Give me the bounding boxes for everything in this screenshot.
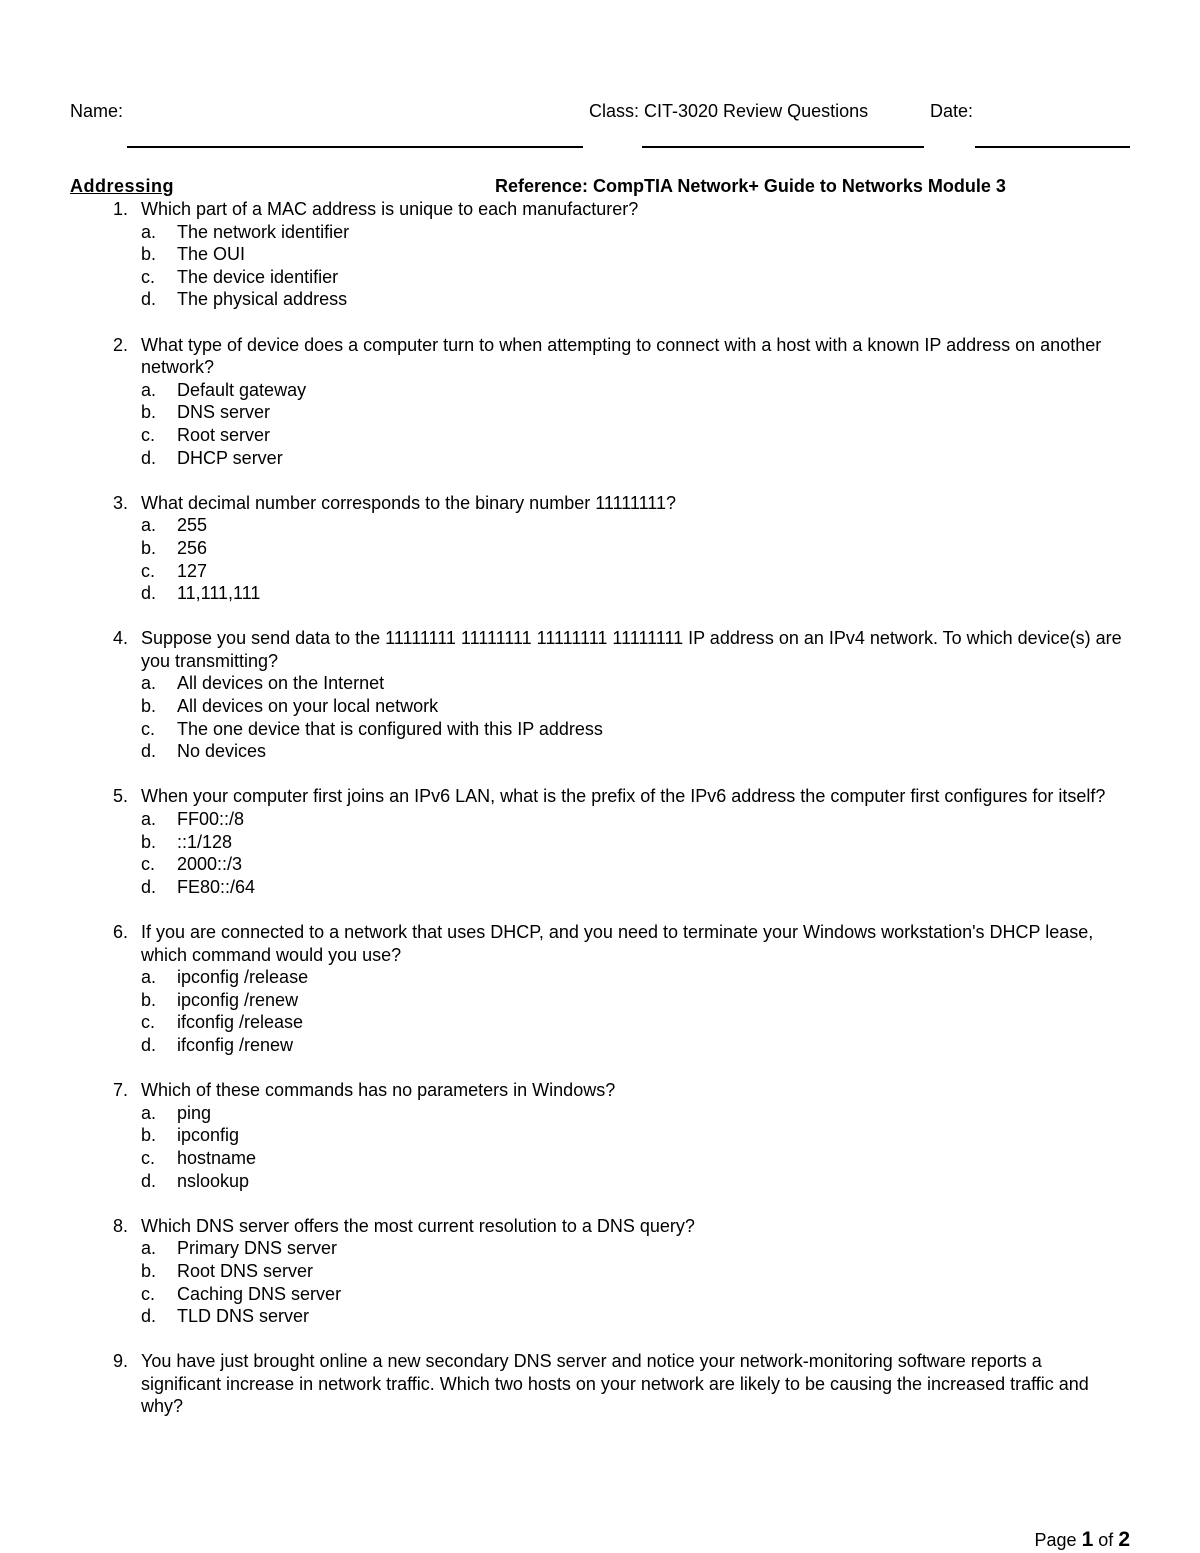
option-letter: c.	[141, 266, 156, 287]
date-label: Date:	[930, 101, 974, 121]
option	[0, 560, 1200, 583]
question-number: 8.	[112, 1215, 128, 1236]
option-letter: c.	[141, 560, 156, 581]
question-text: Which DNS server offers the most current resolution to a DNS query?	[141, 1215, 695, 1236]
option-text: TLD DNS server	[177, 1306, 310, 1327]
date-line	[975, 146, 1130, 148]
option	[0, 1237, 1200, 1260]
option-text: ipconfig /renew	[177, 989, 299, 1010]
option-text: ping	[177, 1102, 212, 1123]
option-letter: b.	[141, 831, 157, 852]
option	[0, 1147, 1200, 1170]
question-number: 4.	[112, 628, 128, 649]
option-text: The network identifier	[177, 221, 350, 242]
option	[0, 1124, 1200, 1147]
option-letter: a.	[141, 673, 157, 694]
option	[0, 447, 1200, 470]
question-number: 3.	[112, 492, 128, 513]
option-text: No devices	[177, 741, 267, 762]
option-text: 256	[177, 537, 208, 558]
option-letter: a.	[141, 221, 157, 242]
reference-text: Reference: CompTIA Network+ Guide to Networks Module 3	[495, 176, 1006, 196]
option-text: 2000::/3	[177, 854, 243, 875]
question-4	[0, 627, 1200, 763]
option-letter: d.	[141, 583, 157, 604]
option-letter: c.	[141, 718, 156, 739]
option	[0, 1260, 1200, 1283]
option-text: 127	[177, 560, 208, 581]
question-text: What decimal number corresponds to the binary number 11111111?	[141, 492, 676, 513]
option	[0, 401, 1200, 424]
option-letter: a.	[141, 809, 157, 830]
option-text: ipconfig /release	[177, 967, 309, 988]
option-text: ::1/128	[177, 831, 233, 852]
question-1	[0, 198, 1200, 311]
question-text: Which of these commands has no parameters in Windows?	[141, 1080, 616, 1101]
question-list	[0, 198, 1200, 1441]
option-text: Default gateway	[177, 379, 307, 400]
option-letter: c.	[141, 424, 156, 445]
option	[0, 288, 1200, 311]
option-text: FF00::/8	[177, 809, 245, 830]
question-3	[0, 492, 1200, 605]
option	[0, 876, 1200, 899]
option-letter: d.	[141, 741, 157, 762]
option-letter: d.	[141, 1034, 157, 1055]
option	[0, 718, 1200, 741]
option-text: The OUI	[177, 244, 246, 265]
option-letter: d.	[141, 289, 157, 310]
question-number: 2.	[112, 334, 128, 355]
option-letter: c.	[141, 1012, 156, 1033]
option	[0, 243, 1200, 266]
option-letter: b.	[141, 696, 157, 717]
question-9	[0, 1350, 1200, 1418]
question-number: 1.	[112, 199, 128, 219]
option-text: DHCP server	[177, 447, 283, 468]
question-8	[0, 1215, 1200, 1328]
question-text: Which part of a MAC address is unique to each manufacturer?	[141, 199, 639, 219]
option-letter: b.	[141, 1125, 157, 1146]
question-6	[0, 921, 1200, 1057]
option-letter: d.	[141, 1306, 157, 1327]
name-label: Name:	[70, 101, 124, 121]
option	[0, 537, 1200, 560]
option-letter: b.	[141, 402, 157, 423]
option	[0, 221, 1200, 244]
option-text: 11,111,111	[177, 583, 261, 604]
option	[0, 514, 1200, 537]
option-letter: a.	[141, 967, 157, 988]
question-number: 6.	[112, 922, 128, 942]
question-number: 7.	[112, 1080, 128, 1101]
option-text: DNS server	[177, 402, 271, 423]
option-text: Caching DNS server	[177, 1283, 342, 1304]
question-text: You have just brought online a new secondary DNS server and notice your network-monitoring software reports a significant increase in network traffic. Which two hosts on your network are likely to be causing the increased traffic and why?	[141, 1351, 1089, 1417]
option-letter: d.	[141, 876, 157, 897]
option-text: nslookup	[177, 1170, 250, 1191]
name-line	[127, 146, 583, 148]
option	[0, 831, 1200, 854]
option-text: FE80::/64	[177, 876, 256, 897]
section-title: Addressing	[70, 176, 175, 196]
option	[0, 989, 1200, 1012]
option	[0, 1170, 1200, 1193]
option-text: All devices on your local network	[177, 696, 439, 717]
question-text: Suppose you send data to the 11111111 11111111 11111111 11111111 IP address on an IPv4 network. To which device(s) are you transmitting?	[141, 628, 1122, 671]
option	[0, 853, 1200, 876]
option-text: ifconfig /renew	[177, 1034, 294, 1055]
option-letter: c.	[141, 854, 156, 875]
question-number: 9.	[112, 1351, 128, 1372]
option-text: The device identifier	[177, 266, 339, 287]
option-letter: c.	[141, 1147, 156, 1168]
option-letter: d.	[141, 447, 157, 468]
option	[0, 1102, 1200, 1125]
page-label: Page	[1034, 1530, 1077, 1550]
class-label: Class: CIT-3020 Review Questions	[589, 101, 869, 121]
option-text: hostname	[177, 1147, 257, 1168]
option	[0, 582, 1200, 605]
option-letter: b.	[141, 244, 157, 265]
question-5	[0, 785, 1200, 898]
question-7	[0, 1079, 1200, 1192]
question-number: 5.	[112, 786, 128, 807]
option-text: All devices on the Internet	[177, 673, 385, 694]
option	[0, 424, 1200, 447]
option-letter: b.	[141, 537, 157, 558]
option	[0, 379, 1200, 402]
option	[0, 966, 1200, 989]
option-text: 255	[177, 515, 208, 536]
option	[0, 1011, 1200, 1034]
option-letter: a.	[141, 1238, 157, 1259]
page-total: 2	[1118, 1528, 1130, 1551]
option-text: Primary DNS server	[177, 1238, 338, 1259]
option-letter: d.	[141, 1170, 157, 1191]
class-line	[642, 146, 924, 148]
option	[0, 740, 1200, 763]
option-letter: b.	[141, 1260, 157, 1281]
option	[0, 1305, 1200, 1328]
question-text: When your computer first joins an IPv6 LAN, what is the prefix of the IPv6 address the computer first configures for itself?	[141, 786, 1106, 807]
option-text: ifconfig /release	[177, 1012, 304, 1033]
page-current: 1	[1081, 1528, 1094, 1551]
option-text: ipconfig	[177, 1125, 240, 1146]
option-text: The one device that is configured with this IP address	[177, 718, 603, 739]
option-letter: b.	[141, 989, 157, 1010]
option-text: The physical address	[177, 289, 348, 310]
question-text: What type of device does a computer turn to when attempting to connect with a host with a known IP address on another network?	[141, 334, 1102, 378]
page-number	[1035, 1528, 1130, 1552]
option-letter: a.	[141, 1102, 157, 1123]
option-letter: c.	[141, 1283, 156, 1304]
option	[0, 695, 1200, 718]
option-letter: a.	[141, 379, 157, 400]
question-text: If you are connected to a network that uses DHCP, and you need to terminate your Windows workstation's DHCP lease, which command would you use?	[141, 922, 1094, 965]
of-label: of	[1098, 1530, 1114, 1550]
option	[0, 1034, 1200, 1057]
option	[0, 266, 1200, 289]
option	[0, 672, 1200, 695]
option-letter: a.	[141, 515, 157, 536]
option	[0, 1283, 1200, 1306]
option	[0, 808, 1200, 831]
option-text: Root server	[177, 424, 271, 445]
option-text: Root DNS server	[177, 1260, 314, 1281]
question-2	[0, 334, 1200, 470]
